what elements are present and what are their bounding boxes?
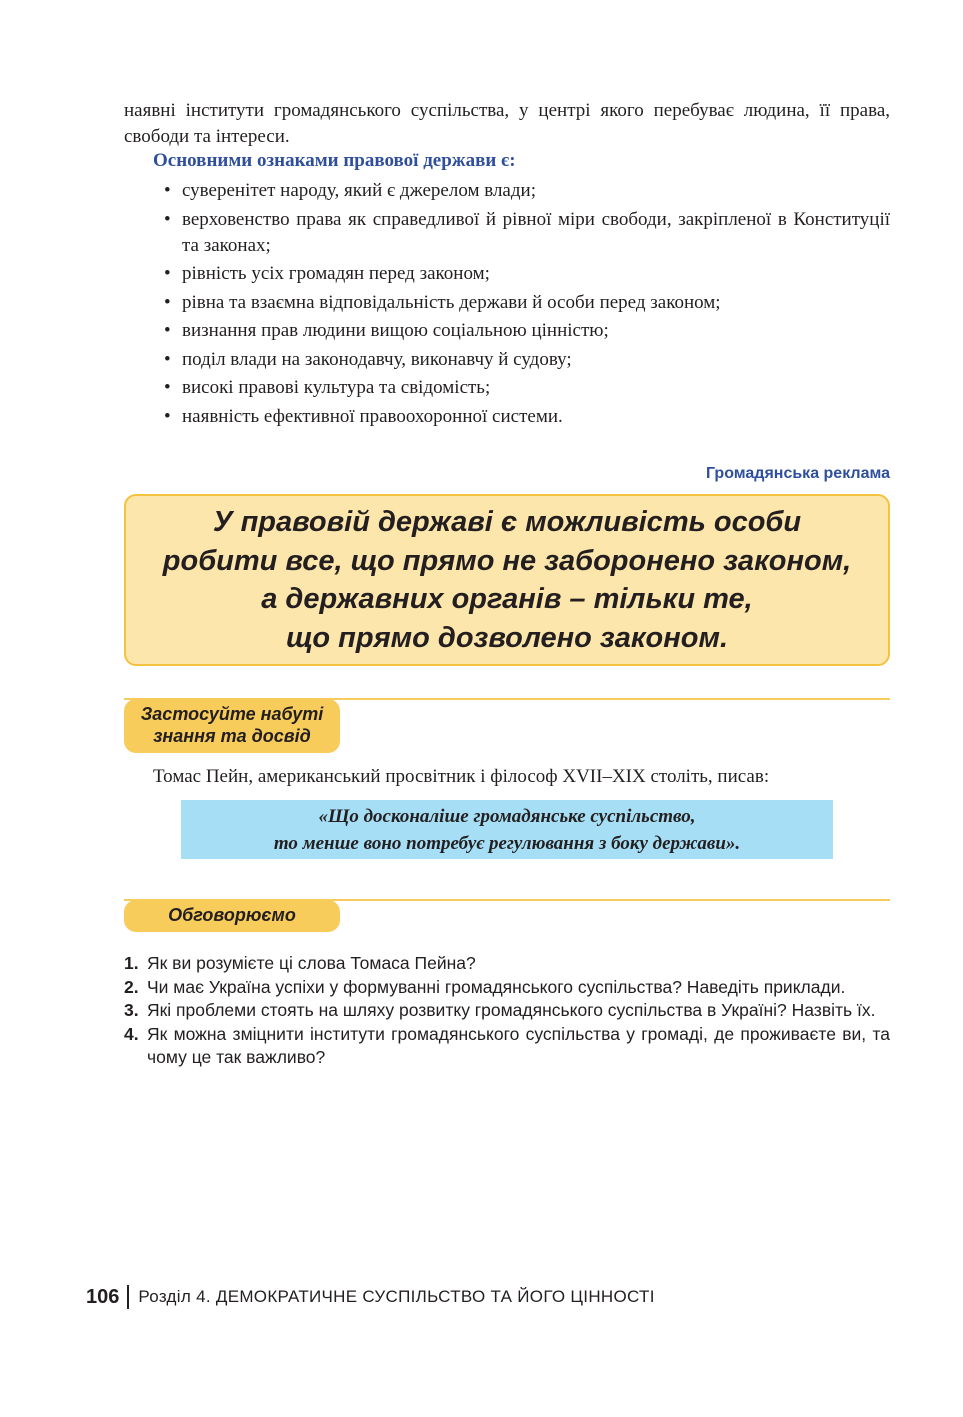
- bullet-icon: •: [164, 348, 171, 370]
- discuss-tag: Обговорюємо: [124, 900, 340, 932]
- list-item: • поділ влади на законодавчу, виконавчу й судову;: [160, 347, 890, 373]
- list-item: • високі правові культура та свідомість;: [160, 375, 890, 401]
- list-item: • рівна та взаємна відповідальність держави й особи перед законом;: [160, 290, 890, 316]
- list-item: • рівність усіх громадян перед законом;: [160, 261, 890, 287]
- quote-intro: Томас Пейн, американський просвітник і філософ XVII–XIX століть, писав:: [153, 766, 770, 787]
- question-number: 2.: [124, 976, 139, 997]
- intro-paragraph: наявні інститути громадянського суспільства, у центрі якого перебуває людина, її права, свободи та інтереси.: [124, 100, 890, 147]
- features-list: [160, 178, 890, 432]
- question-number: 3.: [124, 1000, 139, 1020]
- ad-line: робити все, що прямо не заборонено законом,: [162, 544, 852, 577]
- ad-line: а державних органів – тільки те,: [261, 583, 753, 615]
- list-item: • визнання прав людини вищою соціальною цінністю;: [160, 318, 890, 344]
- features-heading: Основними ознаками правової держави є:: [153, 150, 516, 171]
- bullet-icon: •: [164, 405, 171, 427]
- bullet-icon: •: [164, 263, 171, 284]
- ad-line: У правовій державі є можливість особи: [212, 506, 802, 538]
- list-item: 4. Як можна зміцнити інститути громадянського суспільства у громаді, де проживаєте ви, та чому це так важливо?: [124, 1023, 890, 1067]
- quote-line: то менше воно потребує регулювання з боку держави».: [273, 832, 741, 854]
- footer-divider: [127, 1285, 129, 1309]
- apply-knowledge-tag: Застосуйте набуті знання та досвід: [124, 699, 340, 753]
- list-item: • суверенітет народу, який є джерелом влади;: [160, 178, 890, 204]
- questions-list: [124, 952, 890, 1070]
- bullet-icon: •: [164, 208, 171, 230]
- bullet-icon: •: [164, 377, 171, 398]
- bullet-icon: •: [164, 320, 171, 341]
- question-number: 4.: [124, 1023, 139, 1044]
- quote-box: [181, 800, 833, 859]
- list-item: 1. Як ви розумієте ці слова Томаса Пейна?: [124, 952, 890, 976]
- bullet-icon: •: [164, 291, 171, 313]
- section-title: Розділ 4. ДЕМОКРАТИЧНЕ СУСПІЛЬСТВО ТА ЙОГО ЦІННОСТІ: [138, 1287, 655, 1306]
- question-number: 1.: [124, 953, 139, 973]
- civic-ad-box: [124, 494, 890, 666]
- page-footer: [86, 1285, 655, 1309]
- quote-line: «Що досконаліше громадянське суспільство,: [318, 805, 696, 827]
- list-item: • верховенство права як справедливої й рівної міри свободи, закріпленої в Конституції та законах;: [164, 208, 890, 256]
- list-item: 2. Чи має Україна успіхи у формуванні громадянського суспільства? Наведіть приклади.: [124, 976, 890, 1000]
- list-item: 3. Які проблеми стоять на шляху розвитку громадянського суспільства в Україні? Назвіть їх.: [124, 999, 890, 1023]
- list-item: • наявність ефективної правоохоронної системи.: [160, 404, 890, 430]
- page-number: 106: [86, 1285, 120, 1308]
- bullet-icon: •: [164, 180, 171, 201]
- civic-ad-label: Громадянська реклама: [705, 465, 890, 482]
- ad-line: що прямо дозволено законом.: [286, 621, 728, 654]
